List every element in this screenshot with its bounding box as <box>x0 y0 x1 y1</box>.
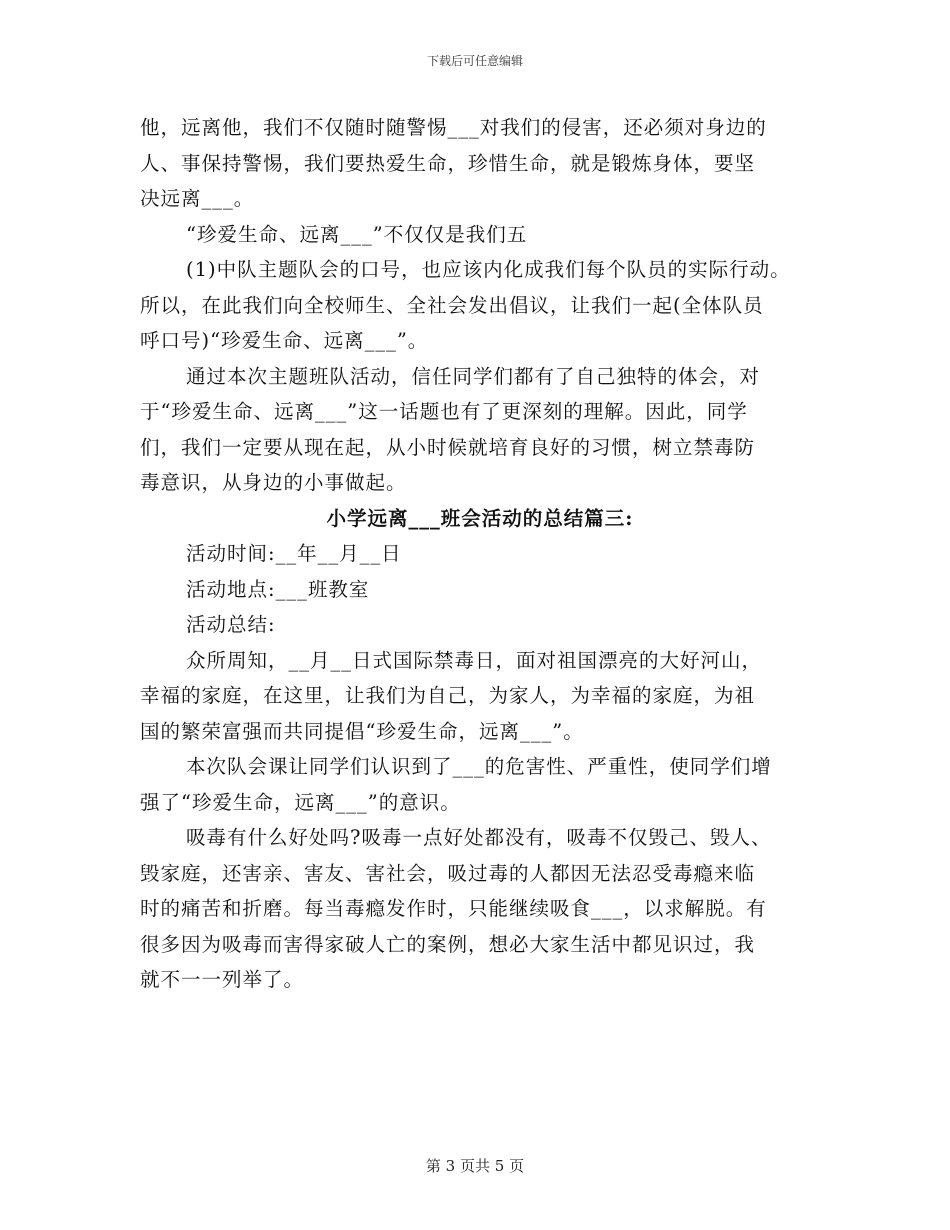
section-title: 小学远离___班会活动的总结篇三: <box>326 506 634 530</box>
text-line: (1)中队主题队会的口号，也应该内化成我们每个队员的实际行动。 <box>186 258 791 281</box>
text-line: 众所周知，__月__日式国际禁毒日，面对祖国漂亮的大好河山， <box>186 648 763 672</box>
text-line: 强了“珍爱生命，远离___”的意识。 <box>140 790 461 814</box>
text-line: 所以，在此我们向全校师生、全社会发出倡议，让我们一起(全体队员 <box>140 293 764 317</box>
text-line: 活动总结: <box>186 613 276 636</box>
text-line: 他，远离他，我们不仅随时随警惕___对我们的侵害，还必须对身边的 <box>140 116 767 139</box>
text-line: 呼口号)“珍爱生命、远离___”。 <box>140 329 429 352</box>
paragraph-block-2 <box>140 536 820 998</box>
text-line: 毁家庭，还害亲、害友、害社会，吸过毒的人都因无法忍受毒瘾来临 <box>140 861 756 885</box>
text-line: 活动时间:__年__月__日 <box>186 542 402 565</box>
text-line: 时的痛苦和折磨。每当毒瘾发作时，只能继续吸食___，以求解脱。有 <box>140 897 767 920</box>
text-line: 活动地点:___班教室 <box>186 577 370 601</box>
text-line: 幸福的家庭，在这里，让我们为自己，为家人，为幸福的家庭，为祖 <box>140 684 756 707</box>
header-note: 下载后可任意编辑 <box>426 54 523 68</box>
text-line: 就不一一列举了。 <box>140 968 305 991</box>
text-line: 毒意识，从身边的小事做起。 <box>140 471 407 494</box>
text-line: 决远离___。 <box>140 187 255 210</box>
text-line: 很多因为吸毒而害得家破人亡的案例，想必大家生活中都见识过，我 <box>140 932 756 956</box>
text-line: “珍爱生命、远离___”不仅仅是我们五 <box>186 222 528 246</box>
text-line: 本次队会课让同学们认识到了___的危害性、严重性，使同学们增 <box>186 755 772 778</box>
text-line: 于“珍爱生命、远离___”这一话题也有了更深刻的理解。因此，同学 <box>140 400 748 423</box>
text-line: 们，我们一定要从现在起，从小时候就培育良好的习惯，树立禁毒防 <box>140 435 756 459</box>
document-body <box>140 110 820 998</box>
paragraph-block-1 <box>140 110 820 501</box>
text-line: 吸毒有什么好处吗?吸毒一点好处都没有，吸毒不仅毁己、毁人、 <box>186 826 772 849</box>
page-number: 第 3 页共 5 页 <box>425 1157 525 1175</box>
text-line: 通过本次主题班队活动，信任同学们都有了自己独特的体会，对 <box>186 364 761 388</box>
text-line: 国的繁荣富强而共同提倡“珍爱生命，远离___”。 <box>140 719 584 743</box>
text-line: 人、事保持警惕，我们要热爱生命，珍惜生命，就是锻炼身体，要坚 <box>140 151 756 175</box>
